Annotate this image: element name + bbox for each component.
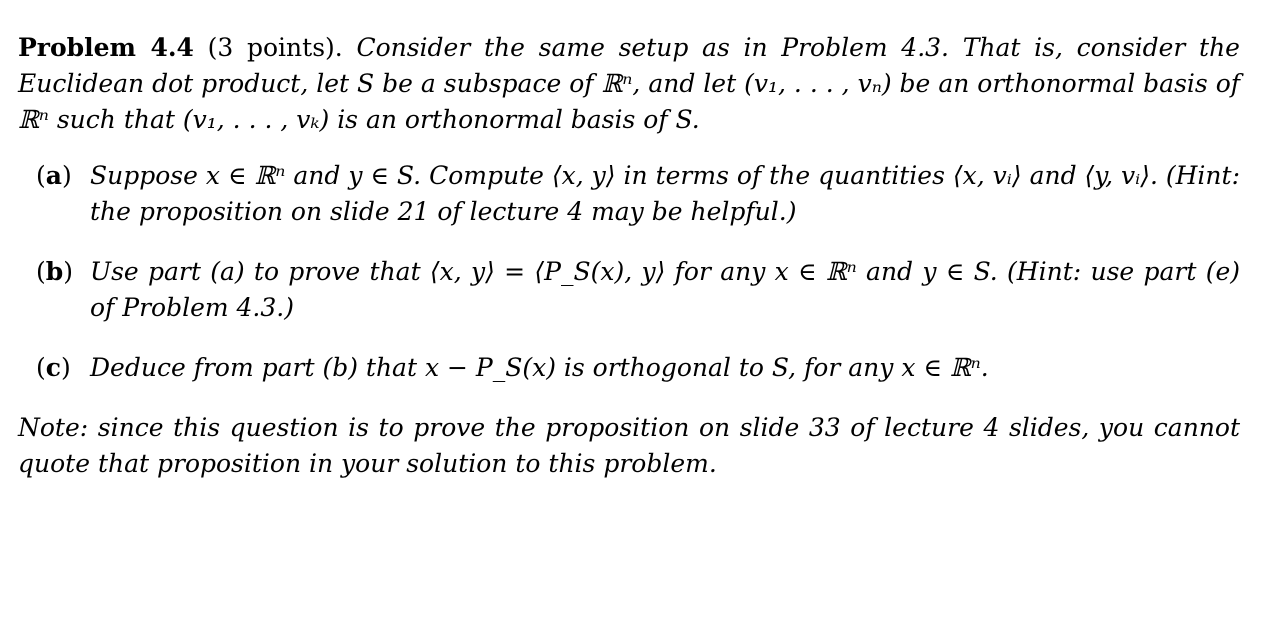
part-a-letter: a	[45, 161, 62, 190]
problem-title: Problem 4.4	[18, 33, 194, 62]
part-c	[18, 350, 1240, 386]
part-b-label: (b)	[36, 257, 74, 286]
part-b-text: Use part (a) to prove that ⟨x, y⟩ = ⟨P_S(x), y⟩ for any x ∈ ℝⁿ and y ∈ S. (Hint: use part (e) of Problem 4.3.)	[90, 257, 1240, 322]
part-b-letter: b	[45, 257, 64, 286]
problem-points: (3 points).	[207, 33, 343, 62]
problem-statement: Consider the same setup as in Problem 4.3. That is, consider the Euclidean dot product, let S be a subspace of ℝⁿ, and let (v₁, . . . , vₙ) be an orthonormal basis of ℝⁿ such that (v₁, . . . , vₖ) is an orthonormal basis of S.	[18, 33, 1240, 134]
part-b	[18, 254, 1240, 326]
problem-parts	[18, 158, 1240, 386]
part-a	[18, 158, 1240, 230]
part-c-text: Deduce from part (b) that x − P_S(x) is orthogonal to S, for any x ∈ ℝⁿ.	[90, 353, 989, 382]
part-a-text: Suppose x ∈ ℝⁿ and y ∈ S. Compute ⟨x, y⟩ in terms of the quantities ⟨x, vᵢ⟩ and ⟨y, vᵢ⟩. (Hint: the proposition on slide 21 of lecture 4 may be helpful.)	[90, 161, 1240, 226]
problem-header	[18, 30, 1240, 138]
problem-document	[18, 30, 1240, 482]
problem-note: Note: since this question is to prove the proposition on slide 33 of lecture 4 slides, you cannot quote that proposition in your solution to this problem.	[18, 413, 1240, 478]
part-a-label: (a)	[36, 161, 72, 190]
part-c-letter: c	[45, 353, 61, 382]
part-c-label: (c)	[36, 353, 71, 382]
